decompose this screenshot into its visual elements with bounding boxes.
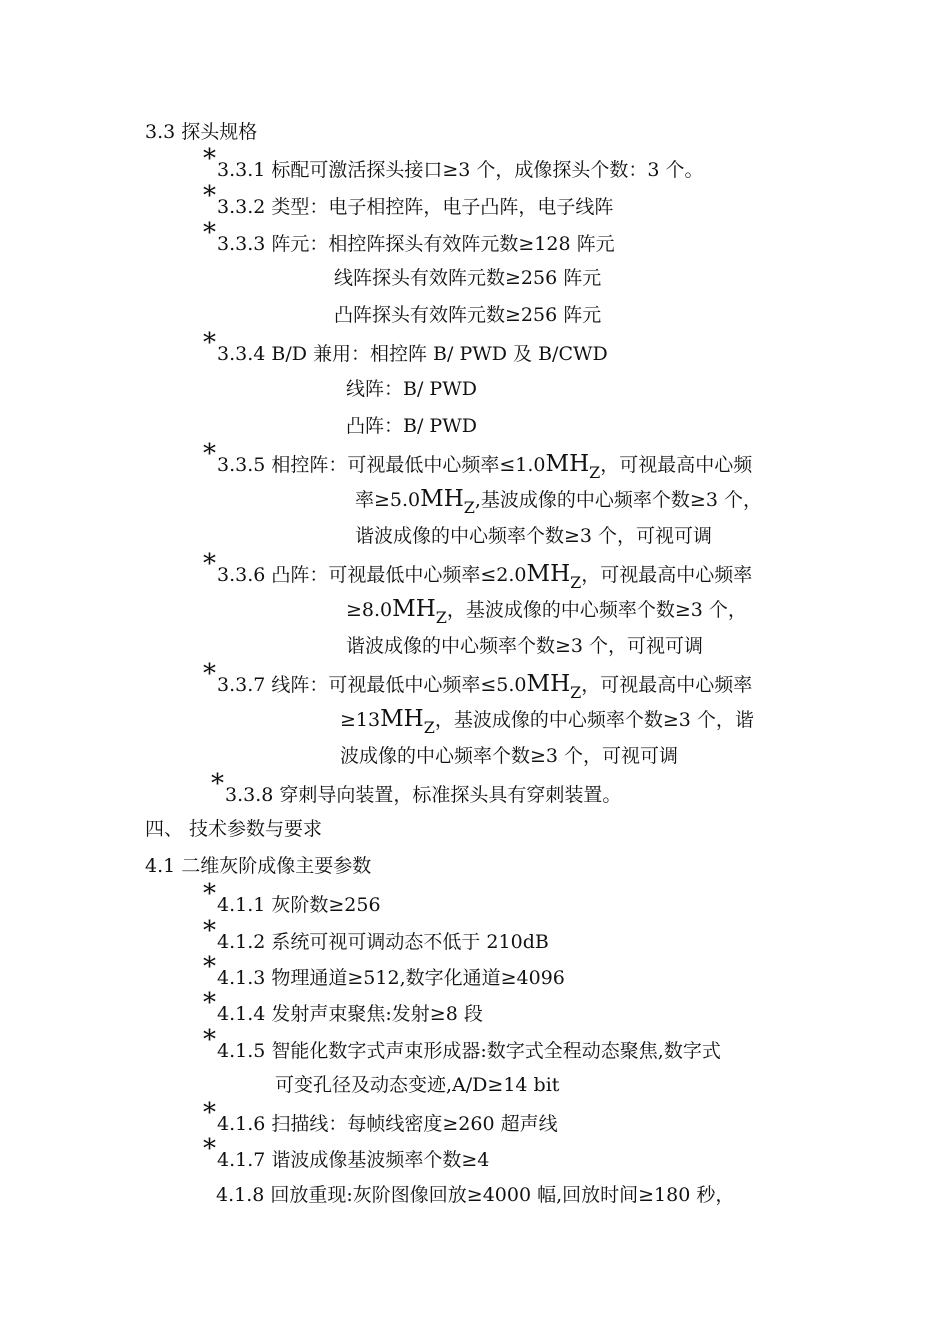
chapter-heading-4: 四、 技术参数与要求 xyxy=(145,818,323,840)
section-heading-4-1: 4.1 二维灰阶成像主要参数 xyxy=(145,855,372,877)
required-mark: * xyxy=(211,769,224,799)
spec-line-4-1-5-cont: 可变孔径及动态变迹,A/D≥14 bit xyxy=(275,1074,560,1096)
spec-line-4-1-5: *4.1.5 智能化数字式声束形成器:数字式全程动态聚焦,数字式 xyxy=(203,1025,721,1062)
spec-line-3-3-4-linear: 线阵：B/ PWD xyxy=(346,378,477,400)
spec-line-3-3-4: *3.3.4 B/D 兼用：相控阵 B/ PWD 及 B/CWD xyxy=(203,328,608,365)
spec-line-3-3-3-convex: 凸阵探头有效阵元数≥256 阵元 xyxy=(334,304,602,326)
spec-line-3-3-5: *3.3.5 相控阵：可视最低中心频率$\le 1.0MH_Z$，可视最高中心频 xyxy=(203,439,753,482)
required-mark: * xyxy=(203,439,216,469)
required-mark: * xyxy=(203,1098,216,1128)
spec-line-3-3-4-convex: 凸阵：B/ PWD xyxy=(346,415,477,437)
spec-line-4-1-1: *4.1.1 灰阶数≥256 xyxy=(203,879,381,916)
required-mark: * xyxy=(203,1025,216,1055)
spec-line-3-3-7: *3.3.7 线阵：可视最低中心频率$\le 5.0MH_Z$，可视最高中心频率 xyxy=(203,659,753,702)
spec-line-4-1-3: *4.1.3 物理通道≥512,数字化通道≥4096 xyxy=(203,952,565,989)
required-mark: * xyxy=(203,1134,216,1164)
required-mark: * xyxy=(203,144,216,174)
required-mark: * xyxy=(203,952,216,982)
required-mark: * xyxy=(203,916,216,946)
spec-line-3-3-3-linear: 线阵探头有效阵元数≥256 阵元 xyxy=(334,267,602,289)
required-mark: * xyxy=(203,181,216,211)
spec-line-3-3-6-cont1: $\ge 8.0MH_Z$，基波成像的中心频率个数≥3 个， xyxy=(346,596,747,627)
spec-line-3-3-6-cont2: 谐波成像的中心频率个数≥3 个，可视可调 xyxy=(346,635,704,657)
required-mark: * xyxy=(203,879,216,909)
spec-line-4-1-7: *4.1.7 谐波成像基波频率个数≥4 xyxy=(203,1134,490,1171)
spec-line-3-3-3: *3.3.3 阵元：相控阵探头有效阵元数≥128 阵元 xyxy=(203,218,615,255)
section-heading-3-3: 3.3 探头规格 xyxy=(145,121,258,143)
required-mark: * xyxy=(203,328,216,358)
spec-line-4-1-4: *4.1.4 发射声束聚焦:发射≥8 段 xyxy=(203,988,483,1025)
spec-line-3-3-5-cont2: 谐波成像的中心频率个数≥3 个，可视可调 xyxy=(355,525,713,547)
spec-line-3-3-2: *3.3.2 类型：电子相控阵，电子凸阵，电子线阵 xyxy=(203,181,614,218)
spec-line-4-1-6: *4.1.6 扫描线：每帧线密度≥260 超声线 xyxy=(203,1098,558,1135)
spec-line-3-3-6: *3.3.6 凸阵：可视最低中心频率$\le 2.0MH_Z$，可视最高中心频率 xyxy=(203,549,753,592)
spec-line-3-3-5-cont1: 率$\ge 5.0MH_Z$,基波成像的中心频率个数≥3 个， xyxy=(355,486,762,517)
spec-line-3-3-1: *3.3.1 标配可激活探头接口≥3 个，成像探头个数：3 个。 xyxy=(203,144,704,181)
spec-line-3-3-7-cont2: 波成像的中心频率个数≥3 个，可视可调 xyxy=(340,745,679,767)
spec-line-4-1-8: 4.1.8 回放重现:灰阶图像回放≥4000 幅,回放时间≥180 秒， xyxy=(216,1184,735,1206)
required-mark: * xyxy=(203,218,216,248)
required-mark: * xyxy=(203,549,216,579)
spec-line-4-1-2: *4.1.2 系统可视可调动态不低于 210dB xyxy=(203,916,549,953)
required-mark: * xyxy=(203,659,216,689)
spec-line-3-3-7-cont1: $\ge 13MH_Z$，基波成像的中心频率个数≥3 个，谐 xyxy=(340,706,754,737)
spec-line-3-3-8: *3.3.8 穿刺导向装置，标准探头具有穿刺装置。 xyxy=(211,769,622,806)
required-mark: * xyxy=(203,988,216,1018)
